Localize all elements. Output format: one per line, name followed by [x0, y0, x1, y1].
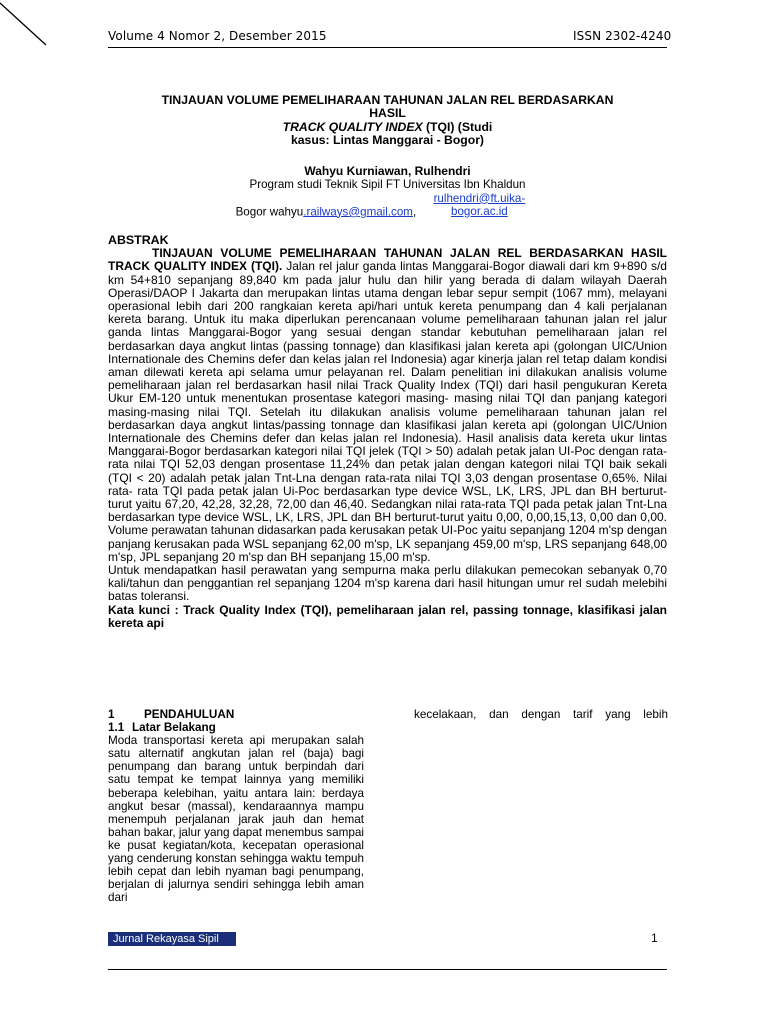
section-title: PENDAHULUAN [144, 708, 235, 721]
journal-name-badge: Jurnal Rekayasa Sipil [108, 932, 236, 946]
email-link-1[interactable]: .railways@gmail.com [303, 204, 413, 218]
subsection-title: Latar Belakang [132, 721, 216, 735]
title-tqi-rest: (TQI) (Studi [422, 119, 493, 134]
abstract-body [108, 247, 667, 564]
left-column [108, 708, 364, 904]
footer-rule [108, 969, 667, 970]
abstract-section [108, 234, 667, 630]
title-line-1: TINJAUAN VOLUME PEMELIHARAAN TAHUNAN JALAN REL BERDASARKAN [161, 93, 614, 107]
subsection-heading [108, 721, 364, 734]
header-rule [108, 47, 667, 48]
title-line-2: HASIL [369, 106, 406, 121]
right-column-text: kecelakaan, dan dengan tarif yang lebih [414, 708, 668, 721]
author-affiliation: Program studi Teknik Sipil FT Universitas Ibn Khaldun [249, 178, 526, 192]
issn-header: ISSN 2302-4240 [573, 29, 672, 43]
volume-header: Volume 4 Nomor 2, Desember 2015 [108, 29, 327, 43]
section-number: 1 [108, 708, 115, 721]
page-number: 1 [651, 931, 658, 945]
abstract-heading: ABSTRAK [108, 233, 169, 247]
paper-title [108, 94, 667, 148]
left-column-text: Moda transportasi kereta api merupakan salah satu alternatif angkutan jalan rel (baja) bagi penumpang dan barang untuk berpindah dari satu tempat ke tempat lainnya yang memiliki beberapa kelebihan, yaitu antara lain: berdaya angkut besar (massal), kendaraannya mampu menempuh perjalanan jarak jauh dan hemat bahan bakar, jalur yang dapat menembus sampai ke pusat kegiatan/kota, kecepatan operasional yang cenderung konstan sehingga waktu tempuh lebih cepat dan lebih nyaman bagi penumpang, berjalan di jalurnya sendiri sehingga lebih aman dari [108, 734, 364, 905]
title-line-3 [108, 121, 667, 134]
keywords: Kata kunci : Track Quality Index (TQI), pemeliharaan jalan rel, passing tonnage, klasifikasi jalan kereta api [108, 602, 667, 630]
abstract-conclusion: Untuk mendapatkan hasil perawatan yang sempurna maka perlu dilakukan pemecokan sebanyak 0,70 kali/tahun dan penggantian rel sepanjang 1204 m'sp karena dari hasil hitungan umur rel sudah melebihi batas toleransi. [108, 563, 667, 604]
right-column [414, 708, 668, 721]
email-link-2[interactable]: rulhendri@ft.uika-bogor.ac.id [433, 191, 526, 218]
author-contact [108, 192, 667, 219]
title-line-4: kasus: Lintas Manggarai - Bogor) [291, 133, 484, 148]
abstract-lead: TINJAUAN VOLUME PEMELIHARAAN TAHUNAN JALAN REL BERDASARKAN HASIL TRACK QUALITY INDEX (TQI). [108, 246, 667, 274]
author-names: Wahyu Kurniawan, Rulhendri [304, 164, 471, 178]
section-heading [108, 708, 364, 721]
subsection-number: 1.1 [108, 721, 125, 735]
author-block [108, 165, 667, 218]
abstract-text: Jalan rel jalur ganda lintas Manggarai-Bogor diawali dari km 9+890 s/d km 54+810 sepanjang 89,840 km pada jalur hulu dan hilir yang berada di dalam wilayah Daerah Operasi/DAOP I Jakarta dan merupakan lintas utama dengan lebar sepur sempit (1067 mm), melayani operasional lebih dari 200 rangkaian kereta api/hari untuk kereta penumpang dan 4 kali perjalanan kereta barang. Untuk itu maka diperlukan perencanaan volume pemeliharaan tahunan jalan rel jalur ganda lintas Manggarai-Bogor yang sesuai dengan standar kebutuhan pemeliharaan jalan rel berdasarkan daya angkut lintas (passing tonnage) dan klasifikasi jalan kereta api (golongan UIC/Union Internationale des Chemins defer dan kelas jalan rel Indonesia) agar kinerja jalan rel tetap dalam kondisi aman dilewati kereta api selama umur pelayanan rel. Dalam penelitian ini dilakukan analisis volume pemeliharaan jalan rel berdasarkan hasil nilai Track Quality Index (TQI) dari hasil pengukuran Kereta Ukur EM-120 untuk menentukan prosentase kategori masing- masing nilai TQI dan panjang kategori masing-masing nilai TQI. Setelah itu dilakukan analisis volume pemeliharaan tahunan jalan rel berdasarkan daya angkut lintas/passing tonnage dan klasifikasi jalan kereta api (golongan UIC/Union Internationale des Chemins defer dan kelas jalan rel Indonesia). Hasil analisis data kereta ukur lintas Manggarai-Bogor berdasarkan kategori nilai TQI jelek (TQI > 50) adalah petak jalan UI-Poc dengan rata-rata nilai TQI 52,03 dengan prosentase 11,24% dan petak jalan dengan kategori nilai TQI baik sekali (TQI < 20) adalah petak jalan Tnt-Lna dengan rata-rata nilai TQI 3,03 dengan prosentase 0,65%. Nilai rata- rata TQI pada petak jalan Ui-Poc berdasarkan type device WSL, LK, LRS, JPL dan BH berturut- turut yaitu 67,20, 42,28, 32,28, 72,00 dan 46,40. Sedangkan nilai rata-rata TQI pada petak jalan Tnt-Lna berdasarkan type device WSL, LK, LRS, JPL dan BH berturut-turut yaitu 0,00, 0,00,15,13, 0,00 dan 0,00. Volume perawatan tahunan didasarkan pada kerusakan petak UI-Poc yaitu sepanjang 1204 m'sp dengan panjang kerusakan pada WSL sepanjang 62,00 m'sp, LK sepanjang 459,00 m'sp, LRS sepanjang 648,00 m'sp, JPL sepanjang 20 m'sp dan BH sepanjang 15,00 m'sp. [108, 259, 667, 564]
title-tqi-italic: TRACK QUALITY INDEX [282, 119, 423, 134]
page-fold-line [0, 0, 70, 70]
email-separator: , [412, 204, 420, 218]
author-city: Bogor wahyu [235, 204, 304, 218]
